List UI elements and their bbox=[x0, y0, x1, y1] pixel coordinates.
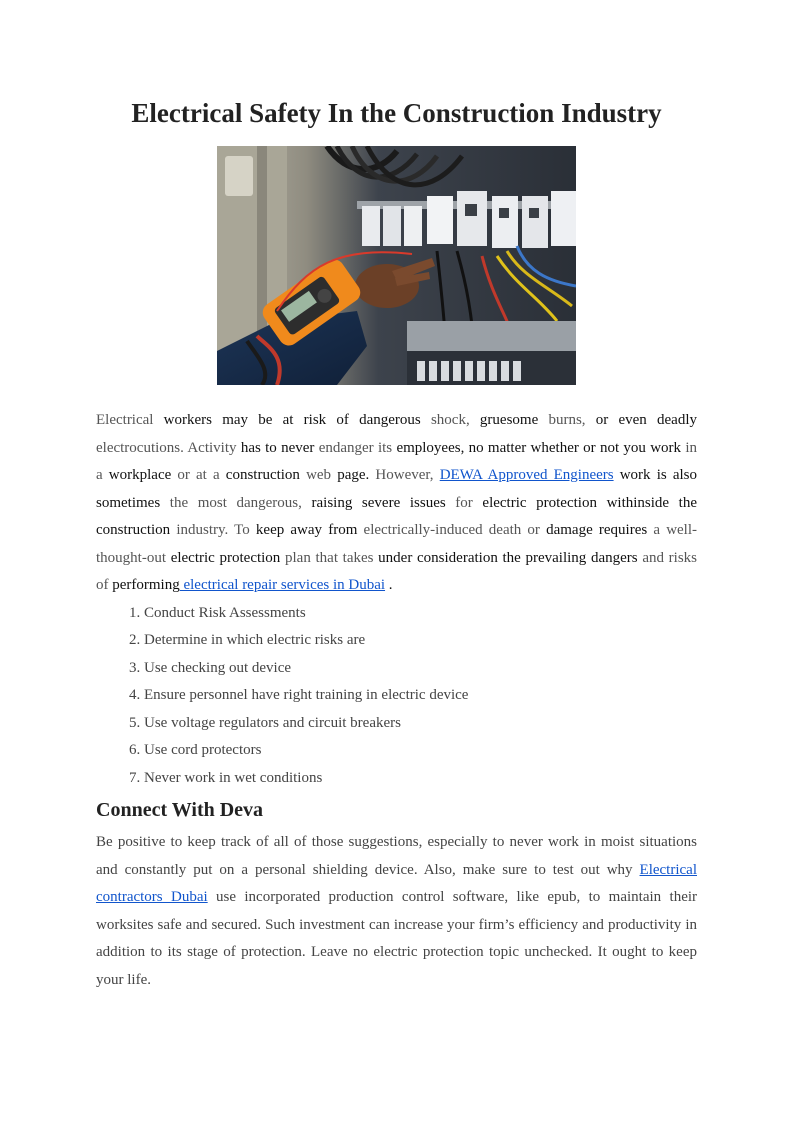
intro-text: construction bbox=[225, 467, 300, 483]
intro-text: damage requires bbox=[546, 522, 648, 538]
intro-text: electric protection withinside the construction bbox=[96, 494, 697, 538]
list-item: 1. Conduct Risk Assessments bbox=[144, 600, 697, 628]
intro-text: . bbox=[385, 577, 393, 593]
intro-text: shock, bbox=[430, 412, 470, 428]
intro-text: the most dangerous, bbox=[160, 494, 312, 511]
intro-text: has to never bbox=[240, 439, 315, 456]
electrical-repair-services-link[interactable]: electrical repair services in Dubai bbox=[179, 577, 386, 593]
intro-text: or at a bbox=[171, 467, 226, 483]
intro-text: a well-thought-out bbox=[96, 522, 698, 566]
electrical-contractors-link[interactable]: Electrical contractors Dubai bbox=[96, 861, 697, 905]
intro-text: under consideration the prevailing dangers bbox=[378, 549, 638, 566]
page-title: Electrical Safety In the Construction Industry bbox=[131, 98, 662, 128]
safety-steps-list bbox=[96, 600, 697, 793]
intro-text: electric protection bbox=[170, 549, 281, 566]
intro-text: in a bbox=[96, 439, 698, 483]
document-page bbox=[96, 94, 697, 994]
list-item: 5. Use voltage regulators and circuit breakers bbox=[144, 710, 697, 738]
intro-text: work is also sometimes bbox=[96, 467, 697, 511]
intro-text: workplace bbox=[108, 467, 172, 483]
intro-text: plan that takes bbox=[280, 549, 379, 566]
intro-text: keep away from bbox=[255, 522, 358, 538]
intro-text: for bbox=[445, 494, 483, 511]
list-item: 6. Use cord protectors bbox=[144, 737, 697, 765]
outro-text: use incorporated production control software, like epub, to maintain their worksites safe and secured. Such investment can increase your firm’s efficiency and productivity in addition to its stage of protection. Leave no electric protection topic unchecked. It ought to keep your life. bbox=[96, 889, 698, 988]
outro-text: Be positive to keep track of all of those suggestions, especially to never work in moist situations and constantly put on a personal shielding device. Also, make sure to test out why bbox=[96, 834, 697, 878]
intro-text: or even deadly bbox=[585, 412, 697, 428]
intro-text: employees, no matter whether or not you work bbox=[396, 439, 682, 456]
outro-paragraph bbox=[96, 829, 697, 994]
intro-text: web bbox=[299, 467, 338, 483]
intro-text: performing bbox=[112, 577, 180, 593]
intro-text: industry. To bbox=[170, 522, 256, 538]
intro-text: raising severe issues bbox=[311, 494, 446, 511]
dewa-approved-engineers-link[interactable]: DEWA Approved Engineers bbox=[439, 467, 614, 483]
intro-text: gruesome bbox=[469, 412, 549, 428]
intro-text: endanger its bbox=[314, 439, 397, 456]
intro-text: and risks of bbox=[96, 549, 697, 593]
electrical-panel-photo bbox=[217, 146, 576, 385]
section-heading: Connect With Deva bbox=[96, 799, 264, 821]
intro-text: electrically-induced death or bbox=[357, 522, 547, 538]
intro-text: Electrical bbox=[96, 412, 154, 428]
intro-text: However, bbox=[369, 467, 440, 483]
list-item: 4. Ensure personnel have right training in electric device bbox=[144, 682, 697, 710]
list-item: 2. Determine in which electric risks are bbox=[144, 627, 697, 655]
intro-text: burns, bbox=[548, 412, 586, 428]
intro-text: electrocutions. Activity bbox=[96, 439, 241, 456]
list-item: 7. Never work in wet conditions bbox=[144, 765, 697, 793]
intro-text: page. bbox=[337, 467, 370, 483]
intro-text: workers may be at risk of dangerous bbox=[153, 412, 431, 428]
list-item: 3. Use checking out device bbox=[144, 655, 697, 683]
intro-paragraph bbox=[96, 407, 697, 600]
